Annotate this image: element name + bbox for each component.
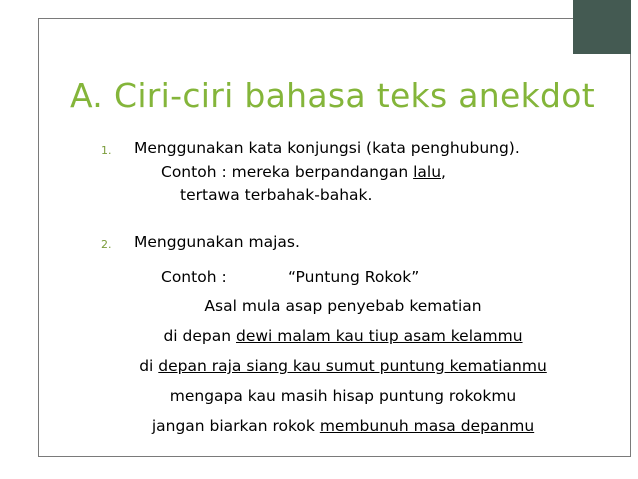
- item-text: Menggunakan majas.: [134, 233, 300, 251]
- example-line: tertawa terbahak-bahak.: [180, 186, 373, 204]
- poem-title: “Puntung Rokok”: [288, 268, 420, 286]
- example-text: ,: [441, 163, 446, 181]
- poem-line: Asal mula asap penyebab kematian: [204, 297, 482, 315]
- item-number: 2.: [101, 238, 112, 251]
- corner-decoration: [573, 0, 631, 54]
- poem-line: di depan dewi malam kau tiup asam kelammu: [163, 327, 523, 345]
- poem-line: mengapa kau masih hisap puntung rokokmu: [169, 387, 517, 405]
- example-text: Contoh : mereka berpandangan: [161, 163, 414, 181]
- poem-line: jangan biarkan rokok membunuh masa depanmu: [151, 417, 535, 435]
- item-text: Menggunakan kata konjungsi (kata penghubung).: [134, 139, 520, 157]
- poem-line: di depan raja siang kau sumut puntung kematianmu: [139, 357, 547, 375]
- example-line: [161, 162, 446, 182]
- item-number: 1.: [101, 144, 112, 157]
- title-letter: A.: [70, 76, 104, 115]
- title-text: Ciri-ciri bahasa teks anekdot: [114, 76, 595, 115]
- underlined-word: lalu: [413, 163, 442, 181]
- slide-title: [70, 76, 595, 116]
- example-label: Contoh :: [161, 268, 227, 286]
